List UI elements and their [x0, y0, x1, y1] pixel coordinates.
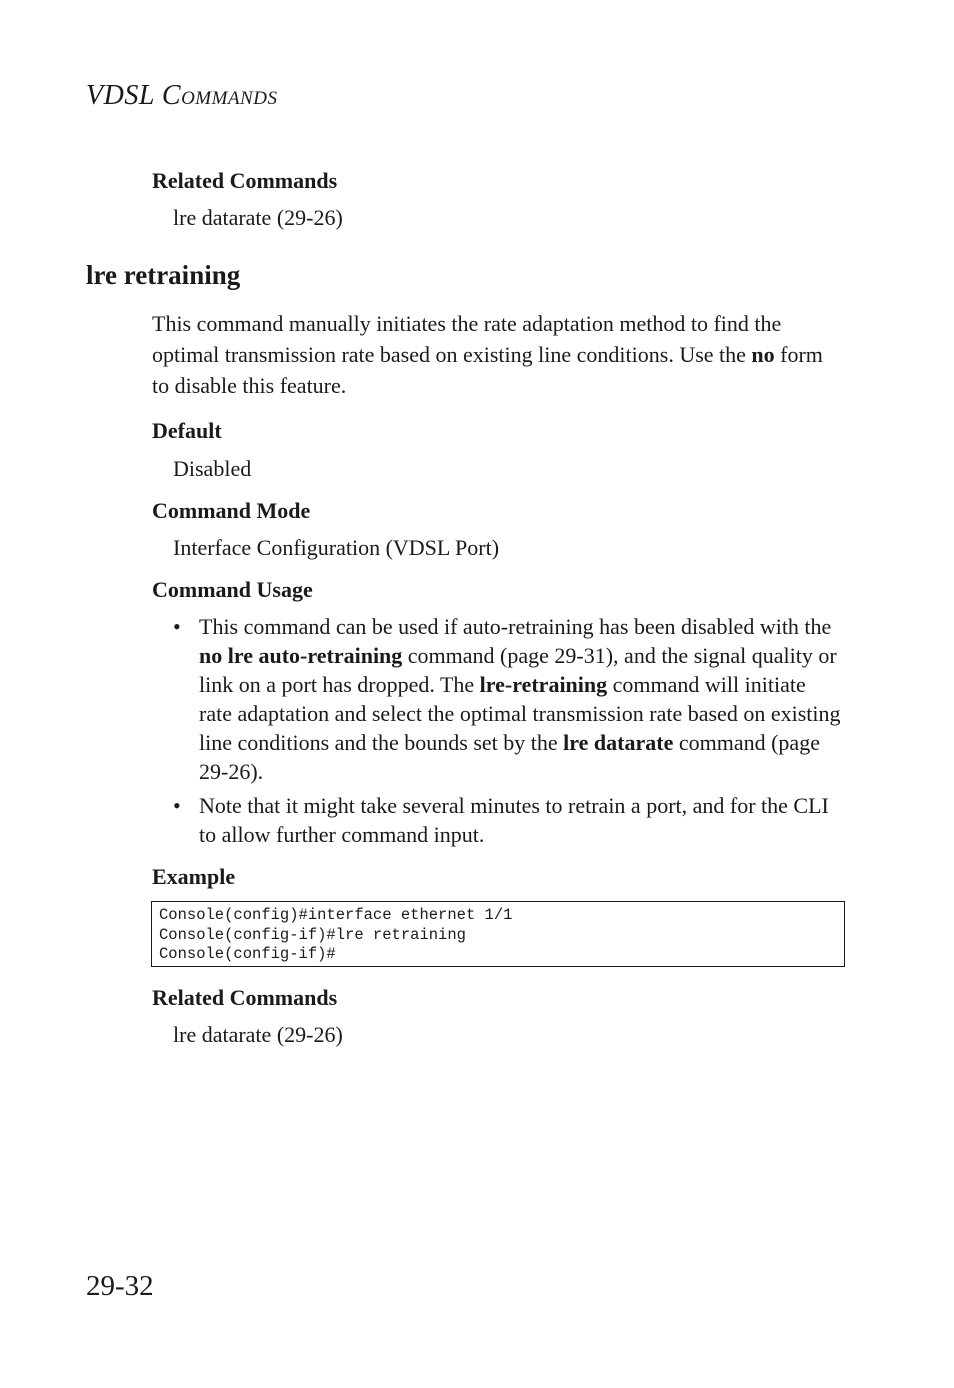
- section-title: lre retraining: [86, 260, 241, 290]
- bullet1-bold-2: lre-retraining: [479, 672, 608, 697]
- running-header: [86, 80, 277, 112]
- description-text-1: This command manually initiates the rate adaptation method to find the optimal transmission rate based on existing line conditions. Use the: [152, 311, 782, 367]
- example-code-block: [151, 901, 845, 967]
- bullet2-text: Note that it might take several minutes to retrain a port, and for the CLI to allow further command input.: [199, 793, 829, 847]
- header-title-smallcaps: OMMANDS: [181, 88, 278, 109]
- example-heading: Example: [152, 864, 236, 889]
- default-value: Disabled: [173, 456, 252, 481]
- code-line: Console(config-if)#lre retraining: [159, 925, 466, 944]
- default-heading: Default: [152, 418, 222, 443]
- description-text-2: form to disable this feature.: [152, 342, 823, 398]
- usage-bullet-2: [152, 791, 842, 849]
- related-commands-heading-top: Related Commands: [152, 168, 338, 193]
- bullet1-bold-3: lre datarate: [563, 730, 674, 755]
- bullet1-text-4: command (page 29-26).: [199, 730, 820, 784]
- command-usage-list: [152, 612, 842, 854]
- description-bold-no: no: [751, 342, 775, 367]
- bullet1-text-2: command (page 29-31), and the signal quality or link on a port has dropped. The: [199, 643, 837, 697]
- usage-bullet-1: [152, 612, 842, 786]
- bullet1-bold-1: no lre auto-retraining: [199, 643, 403, 668]
- command-usage-heading: Command Usage: [152, 577, 313, 602]
- page-number: 29-32: [86, 1270, 154, 1302]
- command-mode-value: Interface Configuration (VDSL Port): [173, 535, 500, 560]
- command-mode-heading: Command Mode: [152, 498, 311, 523]
- code-line: Console(config-if)#: [159, 945, 336, 963]
- related-commands-link-top: lre datarate (29-26): [173, 205, 343, 230]
- related-commands-heading-bottom: Related Commands: [152, 985, 338, 1010]
- bullet1-text-1: This command can be used if auto-retraining has been disabled with the: [199, 614, 832, 639]
- section-description: [152, 308, 842, 401]
- bullet-dot: •: [173, 793, 181, 818]
- bullet-dot: •: [173, 614, 181, 639]
- code-line: Console(config)#interface ethernet 1/1: [159, 906, 513, 924]
- header-title-main: VDSL C: [86, 80, 182, 111]
- related-commands-link-bottom: lre datarate (29-26): [173, 1022, 343, 1047]
- bullet1-text-3: command will initiate rate adaptation and select the optimal transmission rate based on existing line conditions and the bounds set by the: [199, 672, 841, 755]
